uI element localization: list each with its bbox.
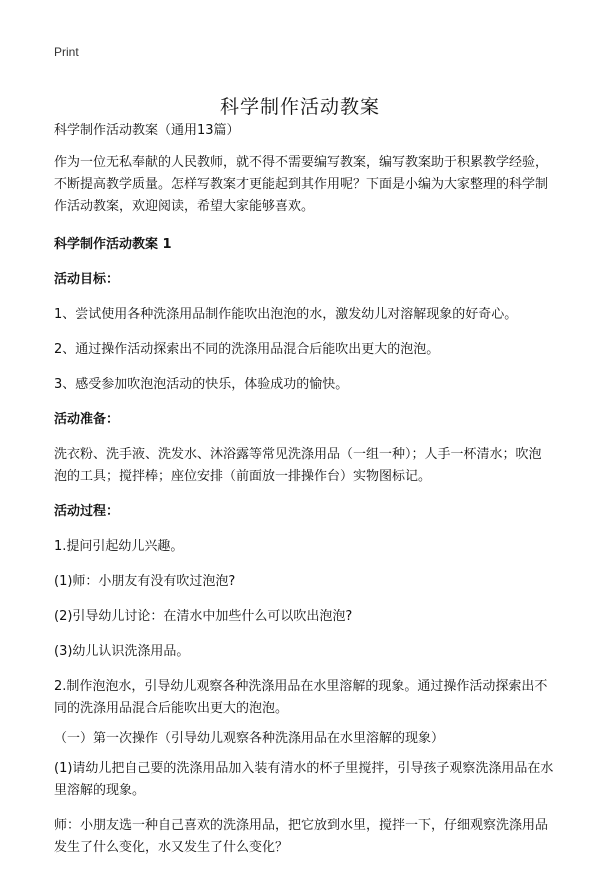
article-body (54, 120, 554, 872)
process-paragraph: （一）第一次操作（引导幼儿观察各种洗涤用品在水里溶解的现象） (54, 731, 445, 746)
process-heading: 活动过程： (54, 504, 120, 519)
process-paragraph: (1)请幼儿把自己要的洗涤用品加入装有清水的杯子里搅拌，引导孩子观察洗涤用品在水里溶解的现象。 (54, 761, 554, 798)
goal-item: 3、感受参加吹泡泡活动的快乐，体验成功的愉快。 (54, 377, 349, 392)
process-paragraph: (2)引导幼儿讨论：在清水中加些什么可以吹出泡泡? (54, 609, 353, 624)
intro-paragraph: 作为一位无私奉献的人民教师，就不得不需要编写教案，编写教案助于积累教学经验，不断提高教学质量。怎样写教案才更能起到其作用呢？下面是小编为大家整理的科学制作活动教案，欢迎阅读，希望大家能够喜欢。 (54, 155, 549, 214)
process-paragraph: (1)师：小朋友有没有吹过泡泡? (54, 574, 236, 589)
prep-heading: 活动准备： (54, 412, 120, 427)
process-paragraph: 师：小朋友选一种自己喜欢的洗涤用品，把它放到水里，搅拌一下，仔细观察洗涤用品发生了什么变化，水又发生了什么变化？ (54, 818, 549, 855)
print-link[interactable]: Print (54, 45, 79, 59)
process-paragraph: 1.提问引起幼儿兴趣。 (54, 539, 184, 554)
section-heading: 科学制作活动教案 1 (54, 237, 172, 252)
goal-item: 1、尝试使用各种洗涤用品制作能吹出泡泡的水，激发幼儿对溶解现象的好奇心。 (54, 307, 518, 322)
page-title: 科学制作活动教案 (219, 95, 380, 118)
prep-text: 洗衣粉、洗手液、洗发水、沐浴露等常见洗涤用品（一组一种）；人手一杯清水；吹泡泡的工具；搅拌棒；座位安排（前面放一排操作台）实物图标记。 (54, 447, 542, 484)
article-subtitle: 科学制作活动教案（通用13篇） (54, 123, 240, 138)
goals-heading: 活动目标： (54, 272, 120, 287)
process-paragraph: 2.制作泡泡水，引导幼儿观察各种洗涤用品在水里溶解的现象。通过操作活动探索出不同的洗涤用品混合后能吹出更大的泡泡。 (54, 679, 548, 716)
process-paragraph: (3)幼儿认识洗涤用品。 (54, 644, 190, 659)
goal-item: 2、通过操作活动探索出不同的洗涤用品混合后能吹出更大的泡泡。 (54, 342, 440, 357)
